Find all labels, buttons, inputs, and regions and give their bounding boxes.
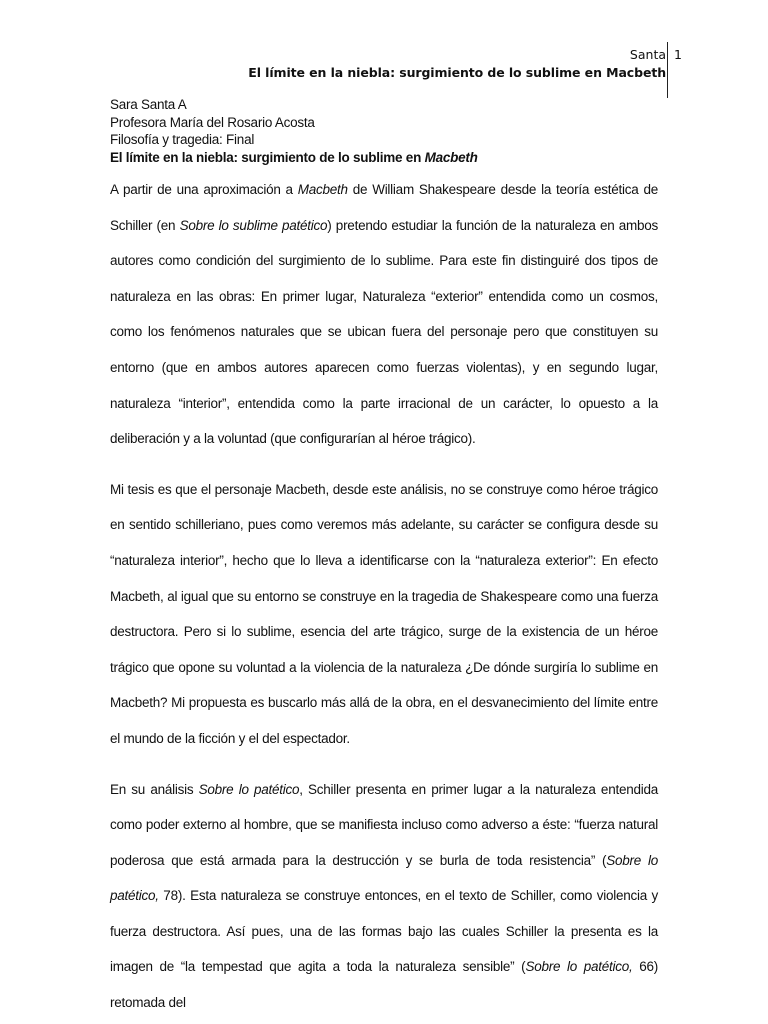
essay-title [110,149,658,167]
p1-text-a: A partir de una aproximación a [110,182,298,197]
running-header [248,46,666,82]
paragraph-1 [110,172,658,457]
essay-title-work: Macbeth [424,149,478,165]
p3-work-1: Sobre lo patético [198,781,300,797]
course-name: Filosofía y tragedia: Final [110,132,255,147]
header-short-title: El límite en la niebla: surgimiento de lo sublime en Macbeth [248,65,666,80]
page-number: 1 [674,47,682,62]
p3-text-g: 66) retomada del [110,959,659,1011]
p3-work-3: Sobre lo patético, [525,959,633,975]
p3-text-a: En su análisis [110,781,199,797]
student-name: Sara Santa A [110,97,187,112]
professor-name: Profesora María del Rosario Acosta [110,114,315,130]
heading-block [110,96,658,166]
p3-work-2: Sobre lo patético, [110,852,658,904]
essay-title-text: El límite en la niebla: surgimiento de lo sublime en [110,149,425,165]
p1-work-macbeth: Macbeth [297,182,348,197]
p3-text-e: 78). Esta naturaleza se construye entonces, en el texto de Schiller, como violencia y fuerza destructora. Así pues, una de las formas bajo las cuales Schiller la presenta es la imagen de “la tempestad que agita a toda la naturaleza sensible” ( [110,888,658,975]
header-author: Santa [629,47,666,62]
p1-text-e: ) pretendo estudiar la función de la naturaleza en ambos autores como condición del surgimiento de lo sublime. Para este fin distinguiré dos tipos de naturaleza en las obras: En primer lugar, Naturaleza “exterior” entendida como un cosmos, como los fenómenos naturales que se ubican fuera del personaje pero que constituyen su entorno (que en ambos autores aparecen como fuerzas violentas), y en segundo lugar, naturaleza “interior”, entendida como la parte irracional de un carácter, lo opuesto a la deliberación y a la voluntad (que configurarían al héroe trágico). [110,217,659,447]
p1-work-sublime: Sobre lo sublime patético [179,217,328,233]
document-body [110,96,658,1021]
paragraph-3 [110,772,658,1021]
header-divider [667,42,668,98]
p3-text-c: , Schiller presenta en primer lugar a la naturaleza entendida como poder externo al hombre, que se manifiesta incluso como adverso a éste: “fuerza natural poderosa que está armada para la destrucción y se burla de toda resistencia” ( [110,781,658,868]
paragraph-2: Mi tesis es que el personaje Macbeth, desde este análisis, no se construye como héroe trágico en sentido schilleriano, pues como veremos más adelante, su carácter se configura desde su “naturaleza interior”, hecho que lo lleva a identificarse con la “naturaleza exterior”: En efecto Macbeth, al igual que su entorno se construye en la tragedia de Shakespeare como una fuerza destructora. Pero si lo sublime, esencia del arte trágico, surge de la existencia de un héroe trágico que opone su voluntad a la violencia de la naturaleza ¿De dónde surgiría lo sublime en Macbeth? Mi propuesta es buscarlo más allá de la obra, en el desvanecimiento del límite entre el mundo de la ficción y el del espectador. [110,481,658,746]
p1-text-c: de William Shakespeare desde la teoría estética de Schiller (en [110,182,658,233]
